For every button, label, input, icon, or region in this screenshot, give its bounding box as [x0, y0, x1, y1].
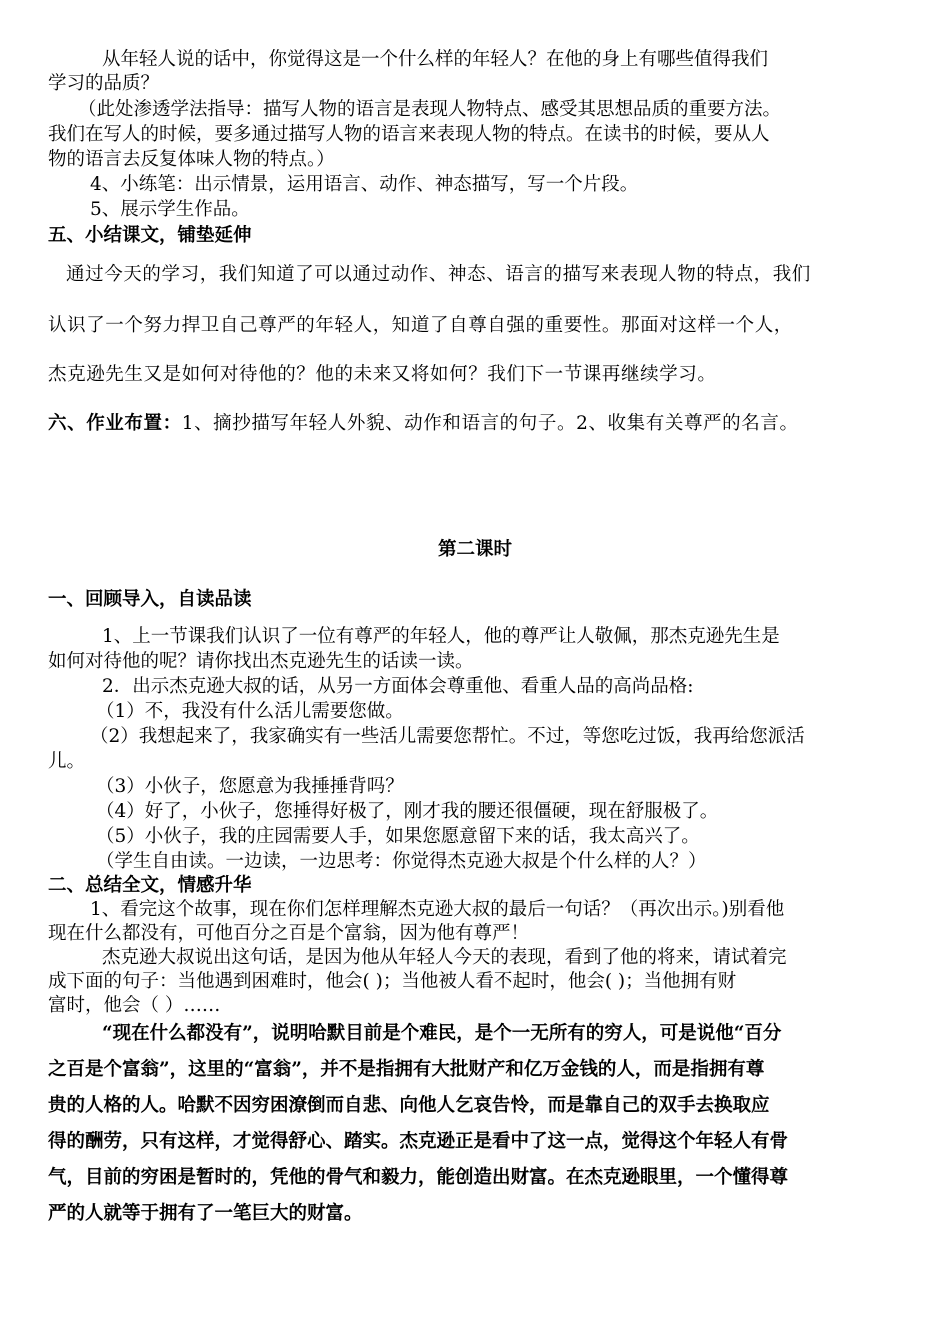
method-note-line-3: 物的语言去反复体味人物的特点。） [48, 149, 335, 170]
quote-2-line-2: 儿。 [48, 751, 86, 772]
quote-3: （3）小伙子，您愿意为我捶捶背吗？ [96, 776, 404, 797]
section-5-line-1: 通过今天的学习，我们知道了可以通过动作、神态、语言的描写来表现人物的特点，我们 [66, 264, 811, 285]
reading-prompt: （学生自由读。一边读，一边思考：你觉得杰克逊大叔是个什么样的人？） [96, 851, 707, 872]
para-2-line-1: 杰克逊大叔说出这句话，是因为他从年轻人今天的表现，看到了他的将来，请试着完 [102, 947, 787, 968]
lesson-2-section-2-heading: 二、总结全文，情感升华 [48, 875, 252, 896]
item-1-line-1: 1、上一节课我们认识了一位有尊严的年轻人，他的尊严让人敬佩，那杰克逊先生是 [102, 626, 780, 647]
item-1-line-2: 如何对待他的呢？请你找出杰克逊先生的话读一读。 [48, 651, 474, 672]
section-5-heading: 五、小结课文，铺垫延伸 [48, 225, 252, 246]
quote-1: （1）不，我没有什么活儿需要您做。 [96, 701, 404, 722]
quote-4: （4）好了，小伙子，您捶得好极了，刚才我的腰还很僵硬，现在舒服极了。 [96, 801, 719, 822]
explanation-line-2: 之百是个富翁”，这里的“富翁”，并不是指拥有大批财产和亿万金钱的人，而是指拥有尊 [48, 1059, 765, 1080]
method-note-line-1: （此处渗透学法指导：描写人物的语言是表现人物特点、感受其思想品质的重要方法。 [78, 99, 782, 120]
explanation-line-5: 气，目前的穷困是暂时的，凭他的骨气和毅力，能创造出财富。在杰克逊眼里，一个懂得尊 [48, 1167, 789, 1188]
explanation-line-3: 贵的人格的人。哈默不因穷困潦倒而自悲、向他人乞哀告怜，而是靠自己的双手去换取应 [48, 1095, 770, 1116]
para-2-line-2: 成下面的句子：当他遇到困难时，他会( )；当他被人看不起时，他会( )；当他拥有财 [48, 971, 737, 992]
quote-2-line-1: （2）我想起来了，我家确实有一些活儿需要您帮忙。不过，等您吃过饭，我再给您派活 [90, 726, 805, 747]
step-4: 4、小练笔：出示情景，运用语言、动作、神态描写，写一个片段。 [90, 174, 639, 195]
section-5-line-2: 认识了一个努力捍卫自己尊严的年轻人，知道了自尊自强的重要性。那面对这样一个人， [48, 315, 793, 336]
explanation-line-6: 严的人就等于拥有了一笔巨大的财富。 [48, 1203, 363, 1224]
section-6-heading: 六、作业布置： [48, 413, 182, 434]
section-5-line-3: 杰克逊先生又是如何对待他的？他的未来又将如何？我们下一节课再继续学习。 [48, 364, 717, 385]
lesson-2-section-1-heading: 一、回顾导入，自读品读 [48, 589, 252, 610]
para-1-line-1: 1、看完这个故事，现在你们怎样理解杰克逊大叔的最后一句话？（再次出示。)别看他 [90, 899, 785, 920]
item-2: 2．出示杰克逊大叔的话，从另一方面体会尊重他、看重人品的高尚品格: [102, 676, 694, 697]
para-2-line-3: 富时，他会（ ）…… [48, 995, 221, 1016]
section-6 [48, 412, 908, 436]
step-5: 5、展示学生作品。 [90, 199, 250, 220]
lesson-2-title: 第二课时 [437, 539, 512, 560]
explanation-line-4: 得的酬劳，只有这样，才觉得舒心、踏实。杰克逊正是看中了这一点，觉得这个年轻人有骨 [48, 1131, 789, 1152]
question-line-1: 从年轻人说的话中，你觉得这是一个什么样的年轻人？在他的身上有哪些值得我们 [102, 49, 769, 70]
method-note-line-2: 我们在写人的时候，要多通过描写人物的语言来表现人物的特点。在读书的时候，要从人 [48, 124, 770, 145]
question-line-2: 学习的品质？ [48, 73, 160, 94]
para-1-line-2: 现在什么都没有，可他百分之百是个富翁，因为他有尊严！ [48, 923, 530, 944]
quote-5: （5）小伙子，我的庄园需要人手，如果您愿意留下来的话，我太高兴了。 [96, 826, 700, 847]
section-6-text: 1、摘抄描写年轻人外貌、动作和语言的句子。2、收集有关尊严的名言。 [181, 413, 799, 434]
explanation-line-1: “现在什么都没有”，说明哈默目前是个难民，是个一无所有的穷人，可是说他“百分 [102, 1023, 782, 1044]
